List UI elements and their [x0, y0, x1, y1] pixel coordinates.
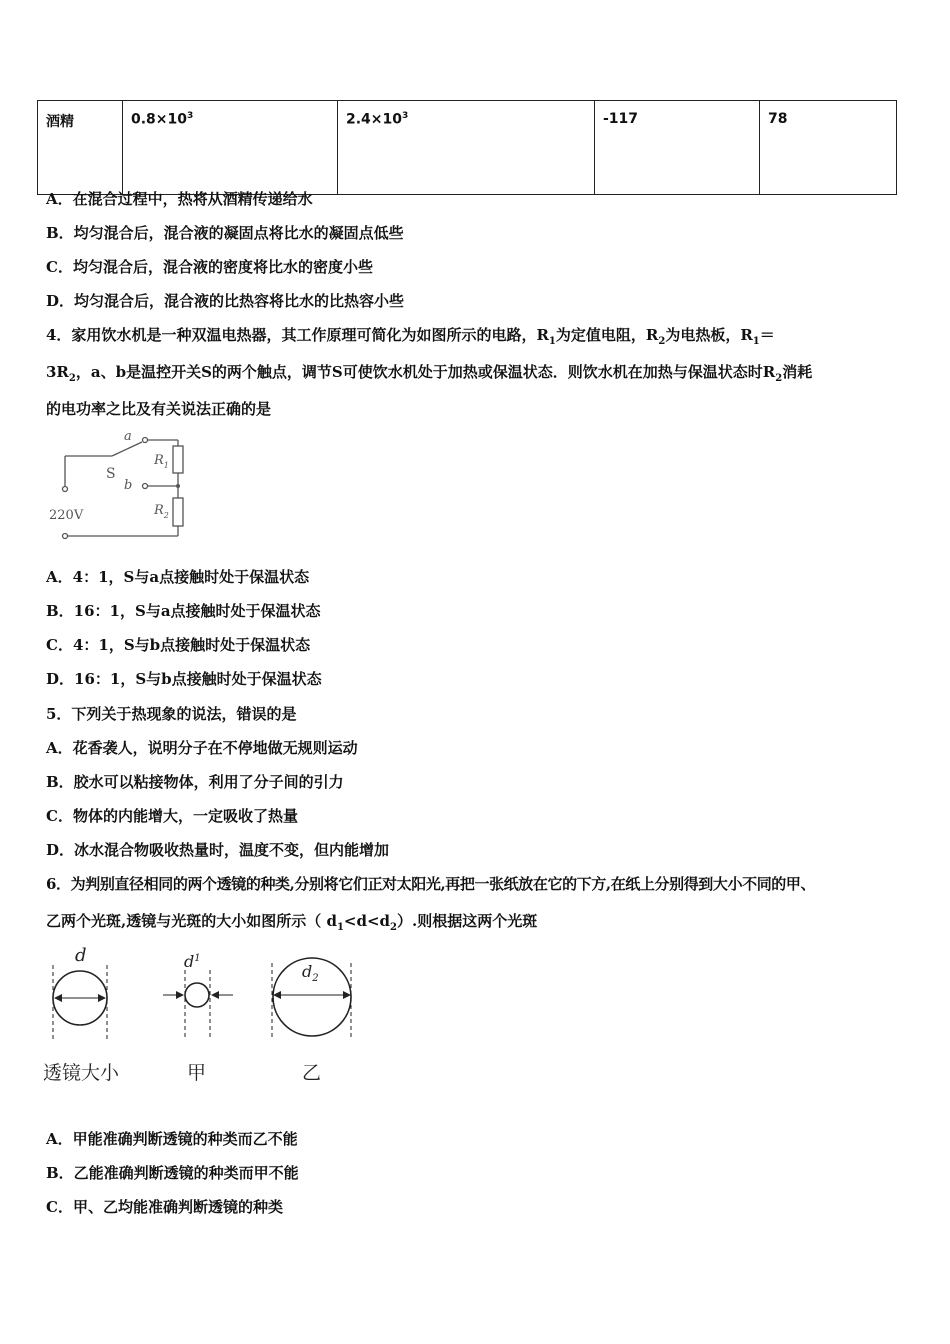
contact-a-label: a [124, 429, 132, 444]
q4-option-d: D．16：1，S与b点接触时处于保温状态 [46, 670, 322, 688]
q6-option-c: C．甲、乙均能准确判断透镜的种类 [46, 1198, 283, 1216]
q4-stem-line3: 的电功率之比及有关说法正确的是 [46, 400, 272, 418]
q6-option-b: B．乙能准确判断透镜的种类而甲不能 [46, 1164, 299, 1182]
q3-option-b: B．均匀混合后，混合液的凝固点将比水的凝固点低些 [46, 224, 404, 242]
q5-option-b: B．胶水可以粘接物体，利用了分子间的引力 [46, 773, 344, 791]
q4-option-b: B．16：1，S与a点接触时处于保温状态 [46, 602, 321, 620]
table-row [38, 101, 897, 195]
q4-stem-line2: $3R_2$，a、b是温控开关S的两个触点，调节S可使饮水机处于加热或保温状态．则饮水机在加热与保温状态时$R_2$消耗 [46, 363, 813, 384]
voltage-label: 220V [49, 508, 84, 523]
q4-stem-line1: 4．家用饮水机是一种双温电热器，其工作原理可简化为如图所示的电路，$R_1$为定值电阻，$R_2$为电热板，$R_1=$ [46, 326, 775, 347]
yi-caption: 乙 [302, 1062, 322, 1084]
lens-size-caption: 透镜大小 [43, 1062, 120, 1084]
r2-label: $R_2$ [154, 503, 169, 520]
d1-label: $d^1$ [184, 952, 201, 971]
table-cell: ‐117 [595, 101, 760, 195]
d2-label: $d_2$ [302, 962, 319, 984]
lens-figure [40, 945, 370, 1090]
q3-option-a: A．在混合过程中，热将从酒精传递给水 [46, 190, 313, 208]
q5-option-d: D．冰水混合物吸收热量时，温度不变，但内能增加 [46, 841, 390, 859]
contact-b-label: b [124, 478, 133, 493]
q3-option-c: C．均匀混合后，混合液的密度将比水的密度小些 [46, 258, 373, 276]
circuit-diagram [44, 426, 204, 546]
q3-option-d: D．均匀混合后，混合液的比热容将比水的比热容小些 [46, 292, 405, 310]
q6-option-a: A．甲能准确判断透镜的种类而乙不能 [46, 1130, 298, 1148]
switch-s-label: S [106, 466, 116, 482]
q5-option-a: A．花香袭人，说明分子在不停地做无规则运动 [46, 739, 358, 757]
q5-stem: 5．下列关于热现象的说法，错误的是 [46, 705, 297, 723]
q6-stem-line1: 6．为判别直径相同的两个透镜的种类,分别将它们正对太阳光,再把一张纸放在它的下方,在纸上分别得到大小不同的甲、 [46, 875, 816, 893]
jia-caption: 甲 [187, 1062, 207, 1084]
table-cell: $2.4\times 10^3$ [338, 101, 595, 195]
q4-option-c: C．4：1，S与b点接触时处于保温状态 [46, 636, 311, 654]
table-cell: 78 [760, 101, 897, 195]
d-label: d [75, 945, 87, 966]
table-cell: $0.8\times 10^3$ [123, 101, 338, 195]
table-cell: 酒精 [38, 101, 123, 195]
properties-table [37, 100, 897, 195]
junction-dot [176, 484, 180, 488]
q4-option-a: A．4：1，S与a点接触时处于保温状态 [46, 568, 310, 586]
q5-option-c: C．物体的内能增大，一定吸收了热量 [46, 807, 298, 825]
q6-stem-line2: 乙两个光斑,透镜与光斑的大小如图所示（ $d_1<d<d_2$）.则根据这两个光斑 [46, 912, 538, 933]
r1-label: $R_1$ [154, 453, 169, 470]
